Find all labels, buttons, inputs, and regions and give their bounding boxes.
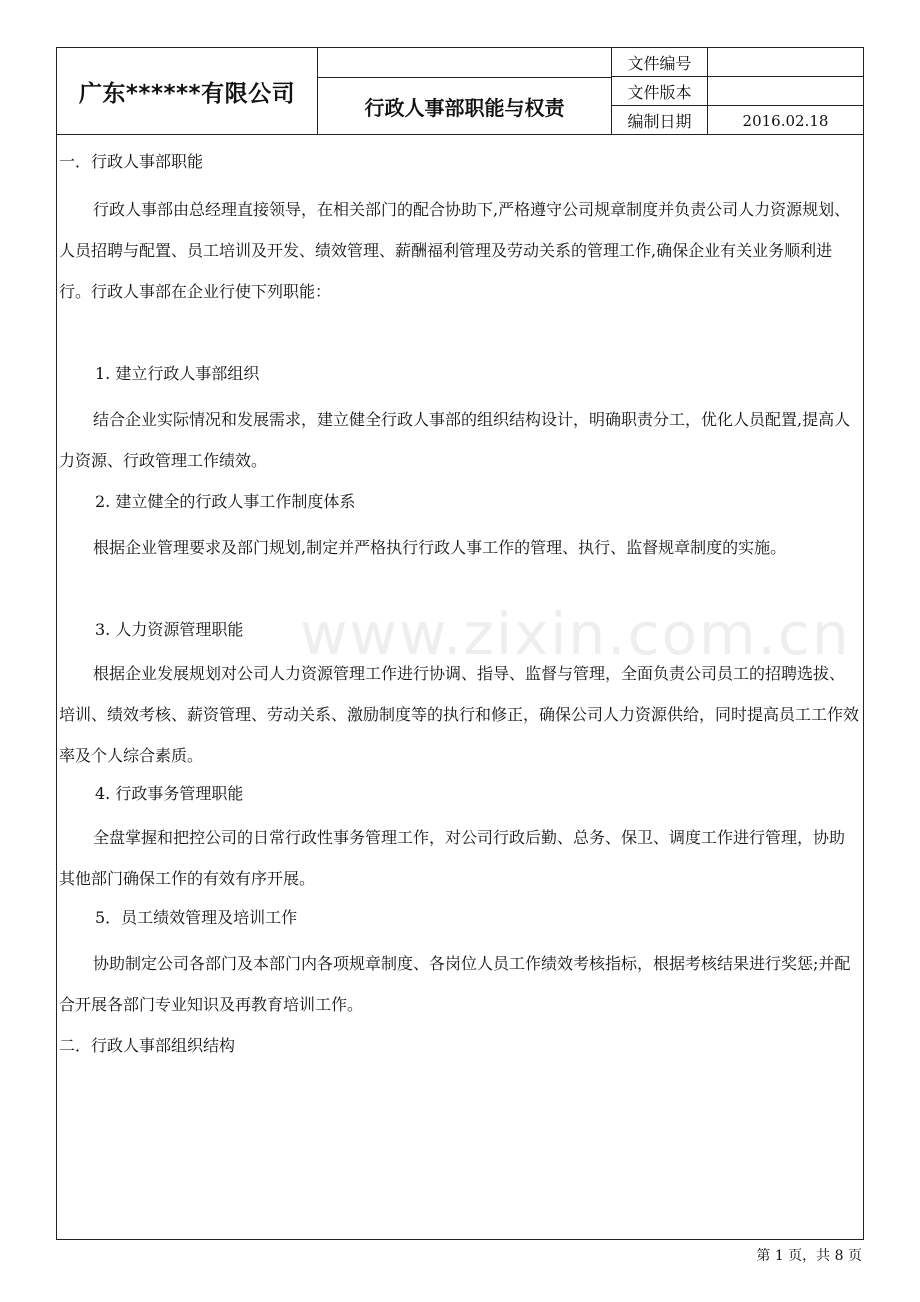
meta-row-date [612,105,863,135]
item-heading: 2. 建立健全的行政人事工作制度体系 [95,492,356,511]
section-title: 二．行政人事部组织结构 [59,1036,236,1055]
item-heading: 4. 行政事务管理职能 [95,784,244,803]
item-text: 结合企业实际情况和发展需求，建立健全行政人事部的组织结构设计，明确职责分工，优化人员配置,提高人力资源、行政管理工作绩效。 [59,410,851,470]
company-name: 广东******有限公司 [57,48,318,134]
meta-row-doc-version [612,76,863,105]
meta-table [612,48,863,134]
document-title-cell [318,48,612,134]
item-heading: 5．员工绩效管理及培训工作 [95,908,298,927]
meta-label: 编制日期 [612,106,708,135]
meta-value: 2016.02.18 [742,111,829,130]
header-table [57,48,863,135]
item-text: 全盘掌握和把控公司的日常行政性事务管理工作，对公司行政后勤、总务、保卫、调度工作进行管理，协助其他部门确保工作的有效有序开展。 [59,828,846,888]
item-text: 根据企业发展规划对公司人力资源管理工作进行协调、指导、监督与管理，全面负责公司员工的招聘选拔、培训、绩效考核、薪资管理、劳动关系、激励制度等的执行和修正，确保公司人力资源供给，同时提高员工工作效率及个人综合素质。 [59,664,860,765]
meta-label: 文件版本 [612,77,708,105]
meta-row-doc-number [612,48,863,76]
blank-cell [318,48,611,78]
meta-label: 文件编号 [612,48,708,76]
page-number: 第 1 页，共 8 页 [756,1248,862,1264]
intro-paragraph: 行政人事部由总经理直接领导，在相关部门的配合协助下,严格遵守公司规章制度并负责公司人力资源规划、人员招聘与配置、员工培训及开发、绩效管理、薪酬福利管理及劳动关系的管理工作,确保企业有关业务顺利进行。行政人事部在企业行使下列职能： [59,200,851,301]
item-text: 根据企业管理要求及部门规划,制定并严格执行行政人事工作的管理、执行、监督规章制度的实施。 [93,538,787,557]
section-title: 一．行政人事部职能 [59,152,204,171]
meta-value [708,48,863,76]
document-title: 行政人事部职能与权责 [364,95,565,120]
item-text: 协助制定公司各部门及本部门内各项规章制度、各岗位人员工作绩效考核指标，根据考核结果进行奖惩;并配合开展各部门专业知识及再教育培训工作。 [59,954,851,1014]
item-heading: 3. 人力资源管理职能 [95,620,244,639]
item-heading: 1. 建立行政人事部组织 [95,364,260,383]
meta-value [708,77,863,105]
watermark: www.zixin.com.cn [300,600,851,668]
